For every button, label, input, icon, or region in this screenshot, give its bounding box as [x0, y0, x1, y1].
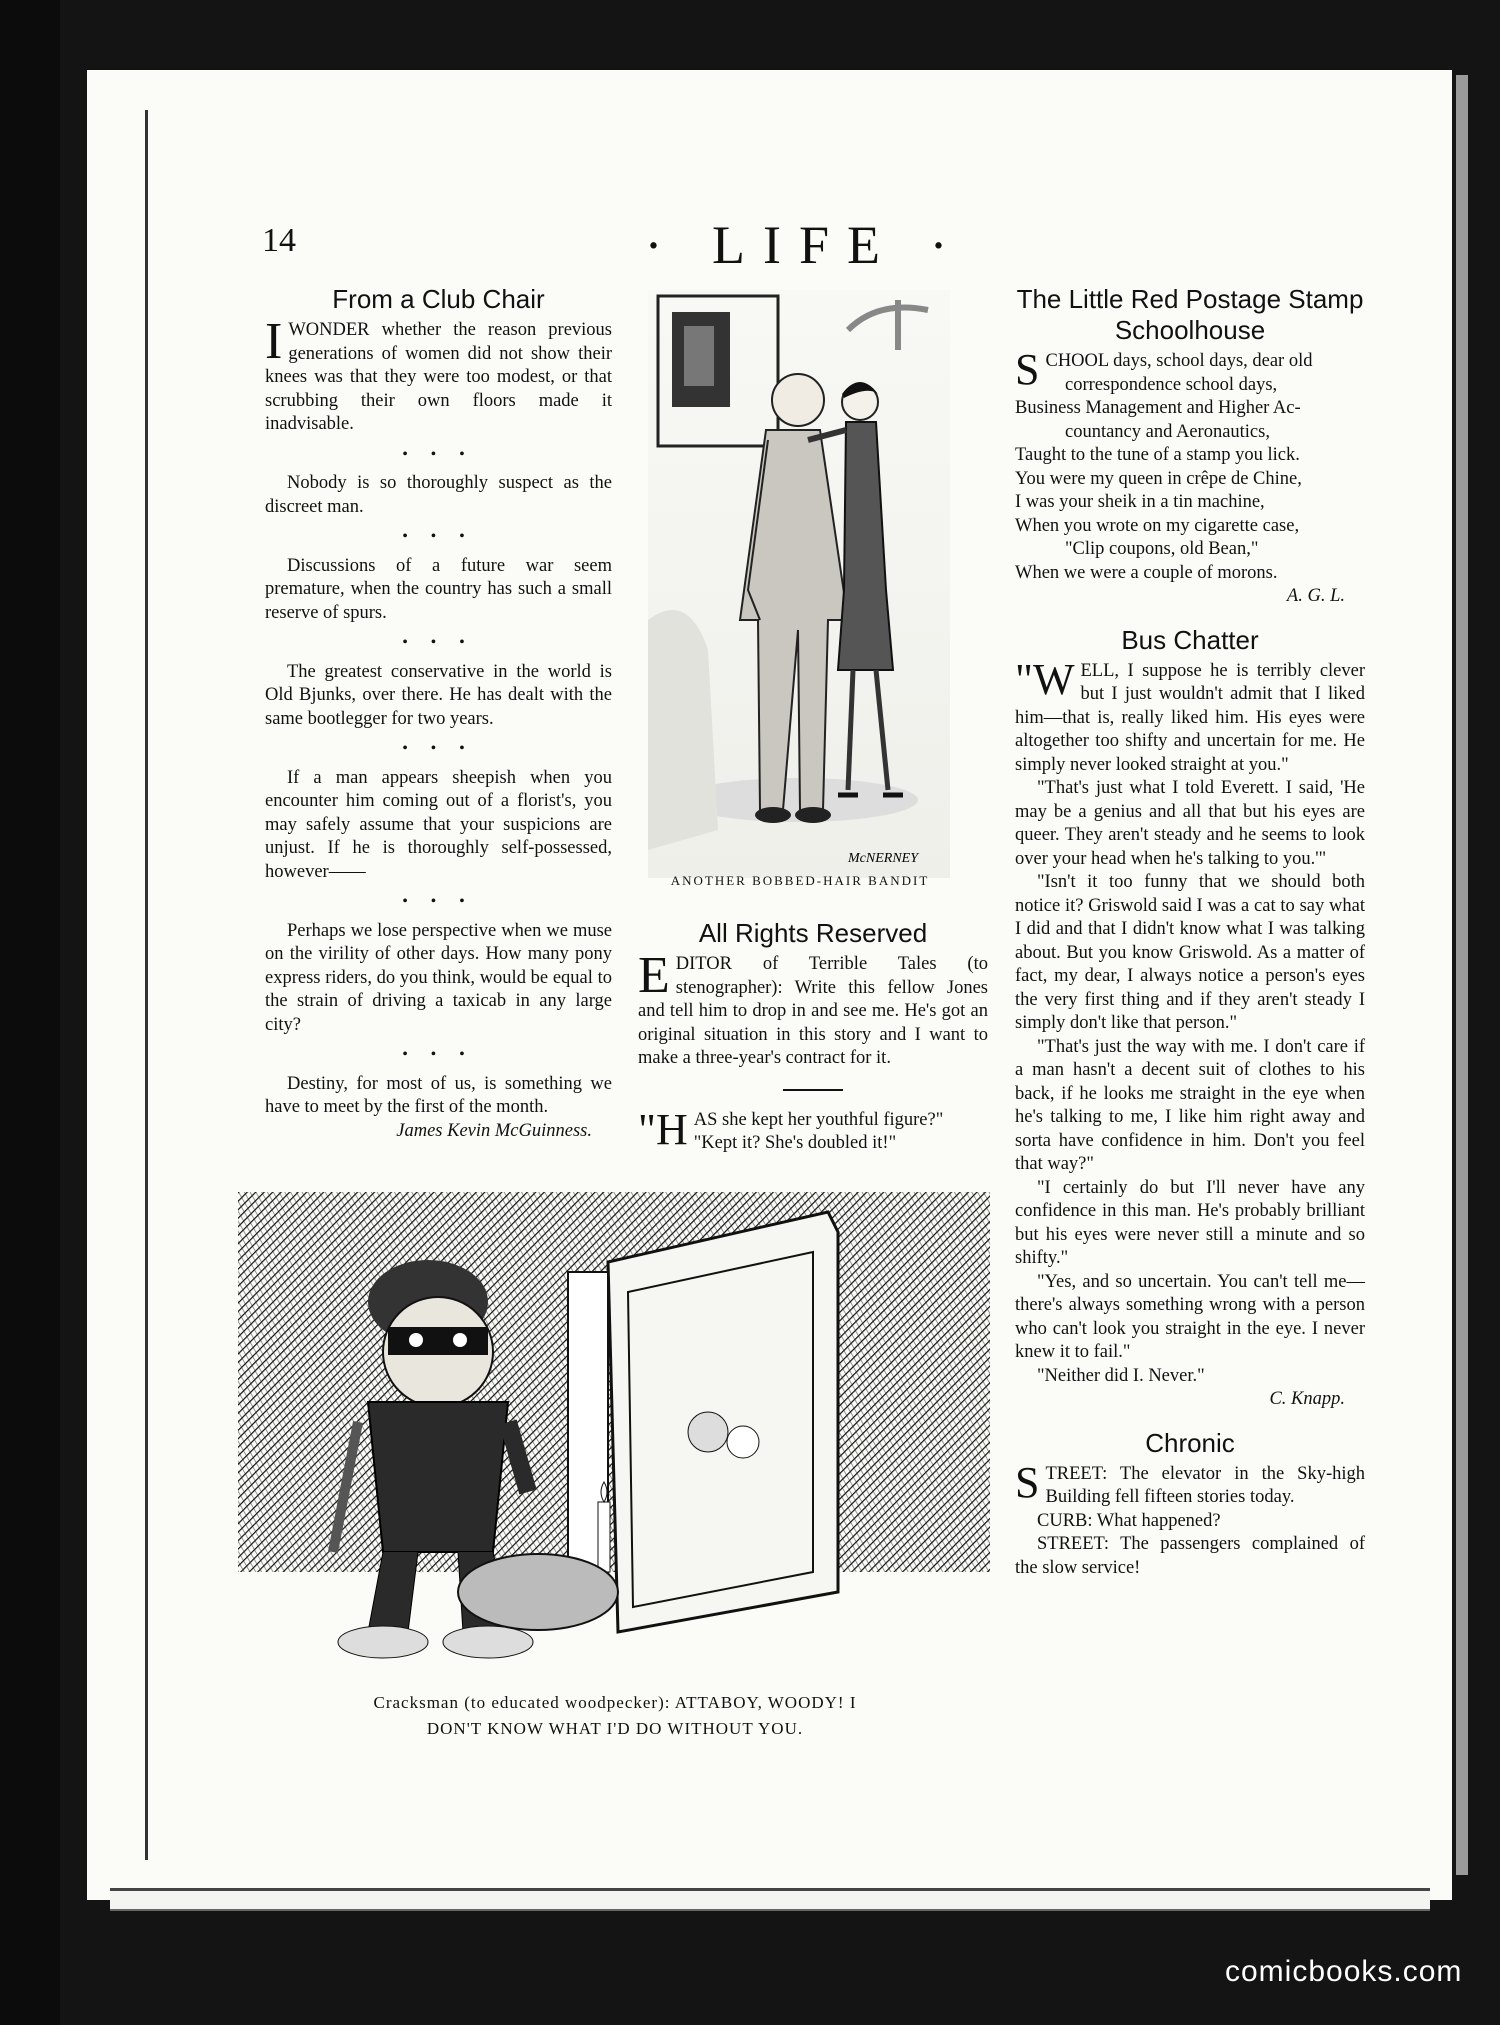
illustration-caption: Cracksman (to educated woodpecker): ATTABOY, WOODY! I DON'T KNOW WHAT I'D DO WITHOUT YOU.: [373, 1693, 857, 1738]
paragraph: If a man appears sheepish when you encounter him coming out of a florist's, you may safely assume that your suspicions are unjust. If he is thoroughly self-possessed, however——: [265, 767, 612, 882]
paragraph: "That's just what I told Everett. I said, 'He may be a genius and all that but his eyes are queer. They aren't steady and he seems to look over your head when he's talking to you.'": [1015, 778, 1365, 869]
paragraph: "Isn't it too funny that we should both notice it? Griswold said I was a cat to say what I did and that I didn't know what I was talking about. But you know Griswold. As a matter of fact, my dear, I always notice a person's eyes the very first thing and if they aren't steady I simply don't like that person.": [1015, 872, 1365, 1033]
drop-cap: "W: [1015, 654, 1075, 704]
column-club-chair: [265, 284, 612, 1143]
page-stack-edge: [110, 1888, 1430, 1911]
cracksman-drawing: [238, 1192, 990, 1680]
paragraph: STREET: The passengers complained of the slow service!: [1015, 1534, 1365, 1578]
drop-cap: "H: [638, 1104, 688, 1154]
column-all-rights-reserved: [638, 918, 988, 1156]
poem-title: The Little Red Postage Stamp Schoolhouse: [1016, 284, 1364, 345]
column-right: [1015, 284, 1365, 1580]
paragraph: "Neither did I. Never.": [1037, 1365, 1205, 1386]
article-title: Bus Chatter: [1121, 624, 1259, 655]
illustration-cracksman: [238, 1192, 990, 1680]
paragraph: "WELL, I suppose he is terribly clever but I just wouldn't admit that I liked him—that is, really liked him. His eyes were altogether too shifty and uncertain for me. He simply never looked straight at you.": [1015, 654, 1365, 775]
paragraph: The greatest conservative in the world is Old Bjunks, over there. He has dealt with the same bootlegger for two years.: [265, 661, 612, 729]
paragraph: CURB: What happened?: [1037, 1510, 1221, 1531]
paragraph: IWONDER whether the reason previous generations of women did not show their knees was that they were too modest, or that scrubbing their own floors made it inadvisable.: [265, 313, 612, 434]
drop-cap: I: [265, 313, 283, 370]
scan-edge: [0, 0, 60, 2025]
paragraph: "Yes, and so uncertain. You can't tell me—there's always something wrong with a person who can't look you straight in the eye. I never knew it to fail.": [1015, 1271, 1365, 1362]
page-number: 14: [262, 222, 296, 259]
paragraph: "I certainly do but I'll never have any confidence in this man. He's probably brilliant but his eyes were never still a minute and so shifty.": [1015, 1177, 1365, 1268]
byline: A. G. L.: [1286, 586, 1345, 606]
page-spine: [1456, 75, 1468, 1875]
paragraph: "That's just the way with me. I don't care if a man hasn't a decent suit of clothes to his back, if he looks me straight in the eye when he's talking to me, I like him right away and sorta have confidence in him. Don't you feel that way?": [1015, 1036, 1365, 1174]
separator: • • •: [402, 635, 475, 650]
drop-cap: E: [638, 947, 670, 1004]
article-title: From a Club Chair: [332, 284, 545, 314]
couple-drawing: [648, 290, 950, 878]
drop-cap: S: [1015, 345, 1040, 394]
paragraph: Perhaps we lose perspective when we muse on the virility of other days. How many pony express riders, do you think, would be equal to the strain of driving a taxicab in any large city?: [265, 920, 612, 1035]
watermark: comicbooks.com: [1225, 1955, 1463, 1988]
paragraph: EDITOR of Terrible Tales (to stenographer): Write this fellow Jones and tell him to drop in and see me. He's got an original situation in this story and I want to make a three-year's contract for it.: [638, 947, 988, 1068]
paragraph: Nobody is so thoroughly suspect as the discreet man.: [265, 473, 612, 517]
separator: • • •: [402, 446, 475, 462]
paragraph: STREET: The elevator in the Sky-high Building fell fifteen stories today.: [1015, 1457, 1365, 1507]
separator: • • •: [402, 1047, 475, 1062]
article-title: Chronic: [1145, 1427, 1235, 1458]
separator: • • •: [402, 741, 475, 756]
illustration-caption: ANOTHER BOBBED-HAIR BANDIT: [670, 873, 930, 888]
article-title: All Rights Reserved: [698, 918, 928, 948]
separator: • • •: [402, 894, 475, 909]
paragraph: Discussions of a future war seem premature, when the country has such a small reserve of spurs.: [265, 555, 612, 623]
joke: "HAS she kept her youthful figure?" "Kept it? She's doubled it!": [638, 1104, 944, 1154]
separator: • • •: [402, 529, 475, 544]
paragraph: Destiny, for most of us, is something we have to meet by the first of the month.: [265, 1073, 612, 1117]
drop-cap: S: [1015, 1457, 1040, 1507]
illustration-couple: [648, 290, 950, 878]
gutter-line: [145, 110, 148, 1860]
artist-signature: McNERNEY: [848, 851, 918, 866]
masthead: · LIFE ·: [644, 215, 966, 275]
poem: SCHOOL days, school days, dear old correspondence school days, Business Management and Higher Ac- countancy and Aeronautics, Taught to the tune of a stamp you lick. You were my queen in crêpe de Chine, I was your sheik in a tin machine, When you wrote on my cigarette case, "Clip coupons, old Bean," When we were a couple of morons.: [1015, 345, 1313, 583]
byline: C. Knapp.: [1269, 1389, 1345, 1409]
divider: [783, 1089, 843, 1091]
byline: James Kevin McGuinness.: [396, 1120, 592, 1141]
